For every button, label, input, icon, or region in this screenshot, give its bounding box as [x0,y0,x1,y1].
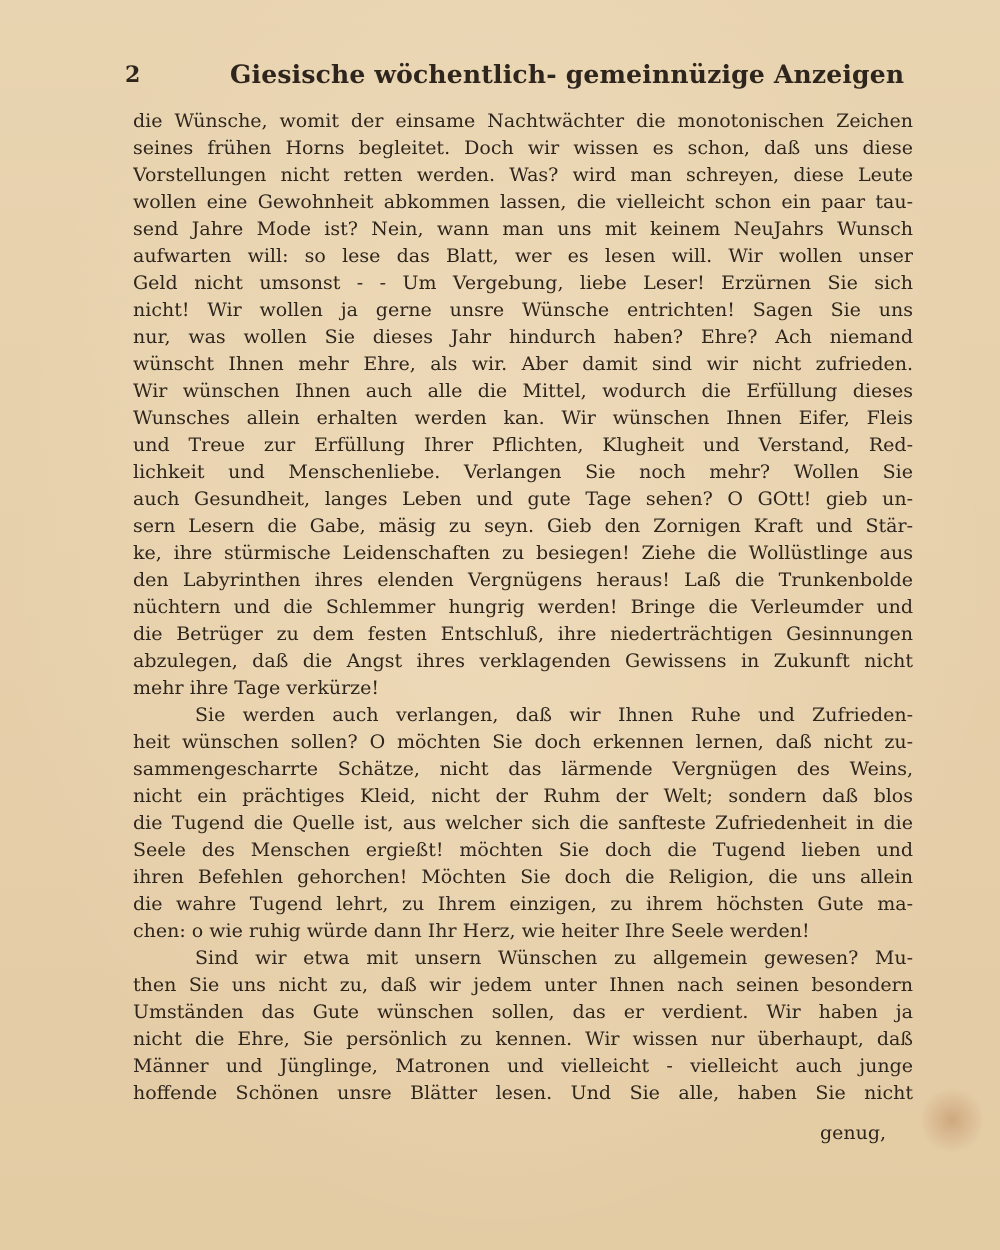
text-line: nicht die Ehre, Sie persönlich zu kennen. Wir wissen nur überhaupt, daß [133,1028,913,1050]
text-line: ke, ihre stürmische Leidenschaften zu besiegen! Ziehe die Wollüstlinge aus [133,542,913,564]
page-number: 2 [125,62,141,88]
text-line: die Tugend die Quelle ist, aus welcher sich die sanfteste Zufriedenheit in die [133,812,913,834]
paragraph-end-line: chen: o wie ruhig würde dann Ihr Herz, wie heiter Ihre Seele werden! [133,920,810,942]
body-text [133,108,913,1107]
text-line: nur, was wollen Sie dieses Jahr hindurch haben? Ehre? Ach niemand [133,326,913,348]
text-line: hoffende Schönen unsre Blätter lesen. Und Sie alle, haben Sie nicht [133,1082,913,1104]
text-line: Vorstellungen nicht retten werden. Was? wird man schreyen, diese Leute [133,164,913,186]
running-title: Giesische wöchentlich- gemeinnüzige Anzeigen [230,60,905,89]
text-line: aufwarten will: so lese das Blatt, wer es lesen will. Wir wollen unser [133,245,913,267]
text-line: abzulegen, daß die Angst ihres verklagenden Gewissens in Zukunft nicht [133,650,913,672]
paragraph-end-line: mehr ihre Tage verkürze! [133,677,380,699]
paragraph-start-line: Sie werden auch verlangen, daß wir Ihnen Ruhe und Zufrieden- [195,704,913,726]
text-line: nüchtern und die Schlemmer hungrig werden! Bringe die Verleumder und [133,596,913,618]
text-line: ihren Befehlen gehorchen! Möchten Sie doch die Religion, die uns allein [133,866,913,888]
text-line: wollen eine Gewohnheit abkommen lassen, die vielleicht schon ein paar tau- [133,191,913,213]
text-line: die Betrüger zu dem festen Entschluß, ihre niederträchtigen Gesinnungen [133,623,913,645]
text-line: Seele des Menschen ergießt! möchten Sie doch die Tugend lieben und [133,839,913,861]
text-line: den Labyrinthen ihres elenden Vergnügens heraus! Laß die Trunkenbolde [133,569,913,591]
text-line: Wir wünschen Ihnen auch alle die Mittel, wodurch die Erfüllung dieses [133,380,913,402]
paper-stain [922,1085,982,1155]
text-line: lichkeit und Menschenliebe. Verlangen Sie noch mehr? Wollen Sie [133,461,913,483]
text-line: send Jahre Mode ist? Nein, wann man uns mit keinem NeuJahrs Wunsch [133,218,913,240]
text-line: und Treue zur Erfüllung Ihrer Pflichten, Klugheit und Verstand, Red- [133,434,913,456]
paragraph-start-line: Sind wir etwa mit unsern Wünschen zu allgemein gewesen? Mu- [195,947,913,969]
text-line: Männer und Jünglinge, Matronen und vielleicht - vielleicht auch junge [133,1055,913,1077]
text-line: heit wünschen sollen? O möchten Sie doch erkennen lernen, daß nicht zu- [133,731,913,753]
text-line: Wunsches allein erhalten werden kan. Wir wünschen Ihnen Eifer, Fleis [133,407,913,429]
text-line: Geld nicht umsonst - - Um Vergebung, liebe Leser! Erzürnen Sie sich [133,272,913,294]
text-line: nicht! Wir wollen ja gerne unsre Wünsche entrichten! Sagen Sie uns [133,299,913,321]
text-line: seines frühen Horns begleitet. Doch wir wissen es schon, daß uns diese [133,137,913,159]
text-line: die wahre Tugend lehrt, zu Ihrem einzigen, zu ihrem höchsten Gute ma- [133,893,913,915]
text-line: die Wünsche, womit der einsame Nachtwächter die monotonischen Zeichen [133,110,913,132]
text-line: then Sie uns nicht zu, daß wir jedem unter Ihnen nach seinen besondern [133,974,913,996]
catchword: genug, [820,1122,887,1144]
text-line: sern Lesern die Gabe, mäsig zu seyn. Gieb den Zornigen Kraft und Stär- [133,515,913,537]
text-line: sammengescharrte Schätze, nicht das lärmende Vergnügen des Weins, [133,758,913,780]
page-header [125,58,915,98]
text-line: auch Gesundheit, langes Leben und gute Tage sehen? O GOtt! gieb un- [133,488,913,510]
text-line: nicht ein prächtiges Kleid, nicht der Ruhm der Welt; sondern daß blos [133,785,913,807]
text-line: wünscht Ihnen mehr Ehre, als wir. Aber damit sind wir nicht zufrieden. [133,353,913,375]
text-line: Umständen das Gute wünschen sollen, das er verdient. Wir haben ja [133,1001,913,1023]
